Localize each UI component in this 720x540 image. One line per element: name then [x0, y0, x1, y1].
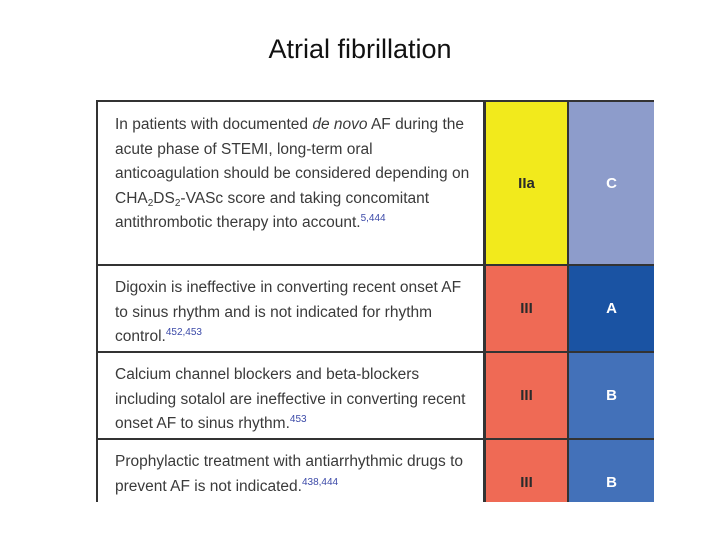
level-cell: B — [567, 440, 654, 502]
recommendation-text-part: Calcium channel blockers and beta-blockers including sotalol are ineffective in converting recent onset AF to sinus rhythm. — [115, 366, 466, 432]
recommendation-text-part: -VASc score and taking concomitant antithrombotic therapy into account. — [115, 189, 430, 231]
subscript: 2 — [147, 197, 154, 209]
recommendation-text — [98, 440, 483, 502]
reference-superscript: 438,444 — [301, 476, 339, 488]
table-row — [98, 266, 654, 353]
table-row — [98, 440, 654, 502]
recommendation-text-part: Prophylactic treatment with antiarrhythmic drugs to prevent AF is not indicated. — [115, 453, 464, 495]
recommendation-text — [98, 102, 483, 264]
slide-title: Atrial fibrillation — [268, 34, 452, 64]
recommendation-text — [98, 353, 483, 438]
level-cell: C — [567, 102, 654, 264]
recommendation-text-part: AF during the acute phase of STEMI, long-term oral anticoagulation should be considered depending on CHA — [115, 116, 470, 207]
recommendation-italic-term: de novo — [312, 116, 368, 133]
recommendation-text-part: In patients with documented — [115, 116, 313, 133]
level-cell: A — [567, 266, 654, 351]
reference-superscript: 453 — [289, 414, 307, 425]
class-cell: III — [483, 353, 567, 438]
class-cell: III — [483, 266, 567, 351]
recommendation-text-part: Digoxin is ineffective in converting recent onset AF to sinus rhythm and is not indicated for rhythm control. — [115, 279, 462, 345]
class-cell: III — [483, 440, 567, 502]
subscript: 2 — [174, 197, 181, 209]
recommendations-table — [96, 100, 654, 502]
reference-superscript: 452,453 — [165, 327, 202, 338]
reference-superscript: 5,444 — [360, 213, 386, 224]
recommendation-text — [98, 266, 483, 351]
table-row — [98, 102, 654, 266]
recommendation-text-part: DS — [153, 189, 175, 207]
level-cell: B — [567, 353, 654, 438]
table-row — [98, 353, 654, 440]
class-cell: IIa — [483, 102, 567, 264]
